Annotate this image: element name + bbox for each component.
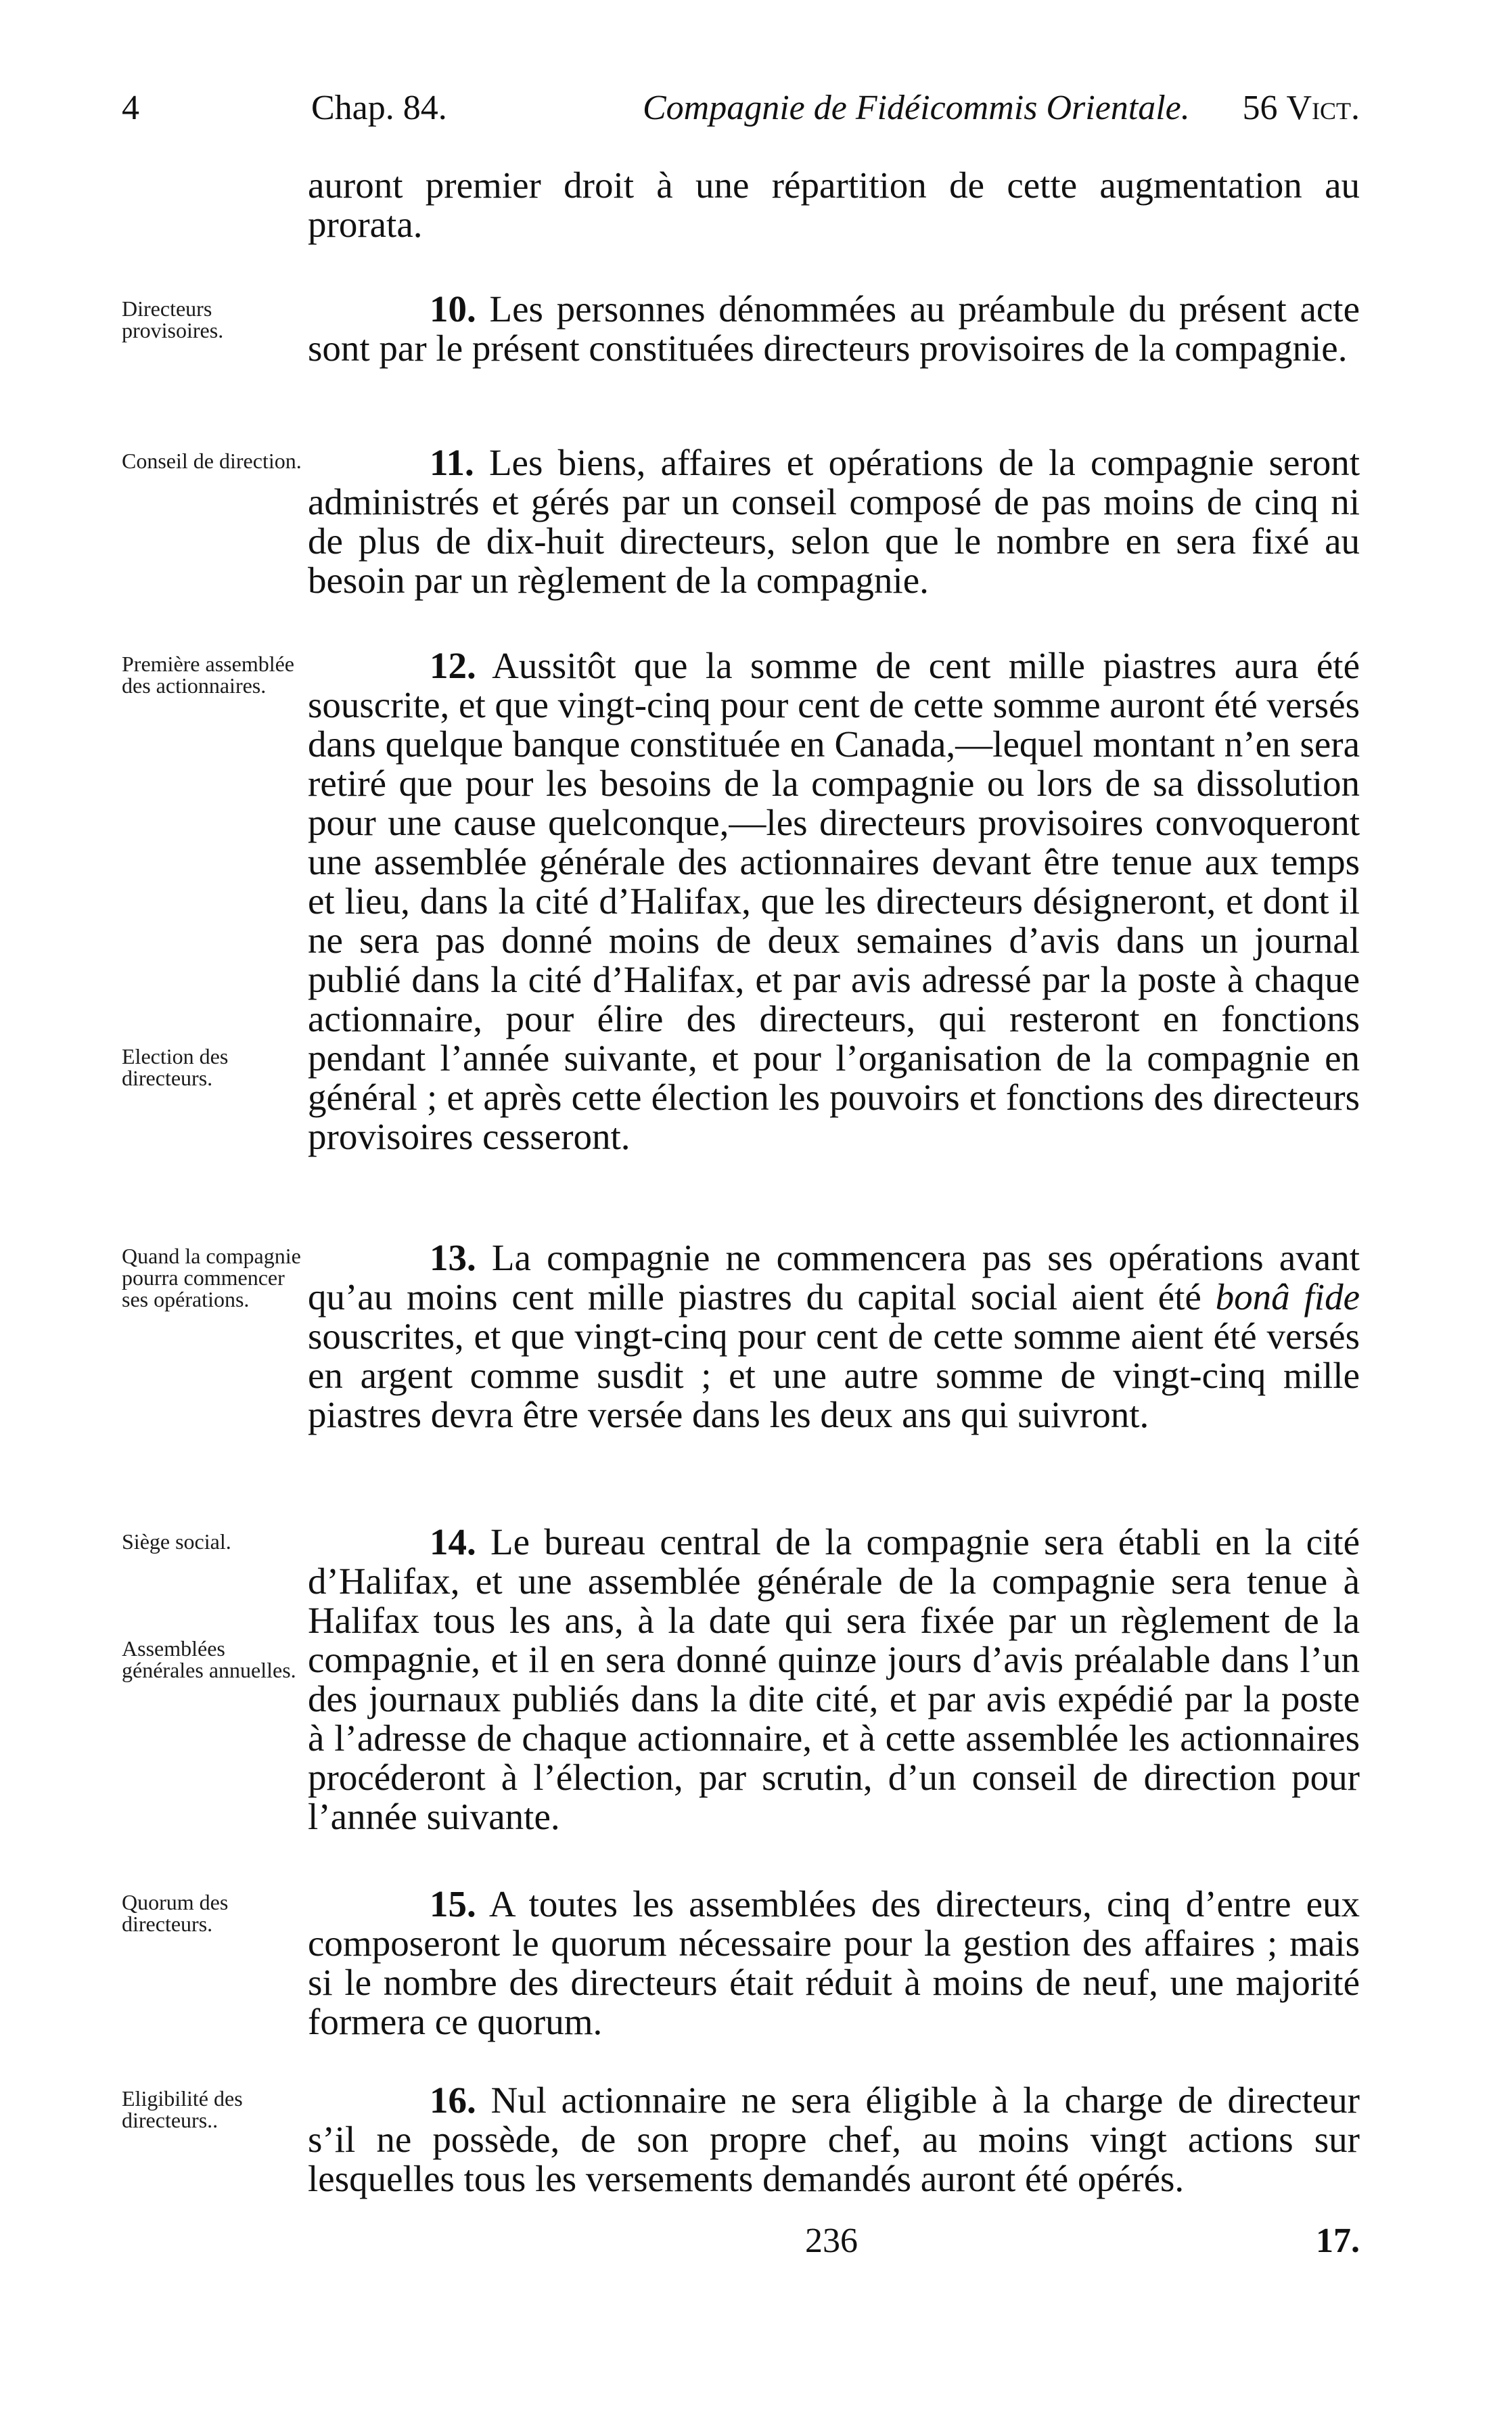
- section-number: 14.: [430, 1521, 476, 1562]
- section-15: [308, 1885, 1360, 2042]
- margin-note-quorum: Quorum des directeurs.: [122, 1890, 229, 1936]
- footer-page-number: 236: [805, 2222, 858, 2260]
- section-11: [308, 443, 1360, 600]
- section-14: [308, 1523, 1360, 1837]
- section-16: [308, 2081, 1360, 2199]
- section-number: 16.: [430, 2079, 476, 2121]
- section-text: A toutes les assemblées des directeurs, cinq d’entre eux composeront le quorum nécessaire pour la gestion des affaires ; mais si le nombre des directeurs était réduit à moins de neuf, une majorité formera ce quorum.: [308, 1883, 1360, 2042]
- header-title: Compagnie de Fidéicommis Orientale.: [643, 89, 1190, 127]
- margin-note-siege-social: Siège social.: [122, 1529, 231, 1554]
- margin-note-election-directeurs: Election des directeurs.: [122, 1044, 229, 1090]
- intro-paragraph: auront premier droit à une répartition de cette augmentation au prorata.: [308, 164, 1360, 245]
- margin-note-conseil-de-direction: Conseil de direction.: [122, 449, 302, 473]
- margin-note-commencer-operations: Quand la compagnie pourra commencer ses opérations.: [122, 1244, 301, 1311]
- section-text: La compagnie ne commencera pas ses opérations avant qu’au moins cent mille piastres du capital social aient été: [308, 1237, 1360, 1318]
- section-number: 12.: [430, 645, 476, 686]
- section-number: 15.: [430, 1883, 476, 1924]
- margin-note-assemblees-annuelles: Assemblées générales annuelles.: [122, 1636, 296, 1682]
- margin-note-eligibilite: Eligibilité des directeurs..: [122, 2086, 243, 2132]
- section-13: [308, 1238, 1360, 1435]
- section-text: souscrites, et que vingt-cinq pour cent de cette somme aient été versés en argent comme susdit ; et une autre somme de vingt-cinq mille piastres devra être versée dans les deux ans qui suivront.: [308, 1315, 1360, 1435]
- header-chapter: Chap. 84.: [311, 89, 447, 127]
- section-10: [308, 290, 1360, 368]
- section-number: 13.: [430, 1237, 476, 1278]
- margin-note-directeurs-provisoires: Directeurs provisoires.: [122, 296, 224, 342]
- section-text: Les personnes dénommées au préambule du présent acte sont par le présent constituées directeurs provisoires de la compagnie.: [308, 288, 1360, 369]
- section-12: [308, 646, 1360, 1156]
- section-number: 10.: [430, 288, 476, 330]
- header-page-number: 4: [122, 89, 139, 127]
- section-text: Nul actionnaire ne sera éligible à la charge de directeur s’il ne possède, de son propre chef, au moins vingt actions sur lesquelles tous les versements demandés auront été opérés.: [308, 2079, 1360, 2199]
- header-year: 56 Vict.: [1242, 89, 1360, 127]
- section-number: 11.: [430, 442, 474, 483]
- section-text-italic: bonâ fide: [1215, 1276, 1360, 1318]
- page-header: [122, 88, 1360, 135]
- section-text: Aussitôt que la somme de cent mille piastres aura été souscrite, et que vingt-cinq pour cent de cette somme auront été versés dans quelque banque constituée en Canada,—lequel montant n’en sera retiré que pour les besoins de la compagnie ou lors de sa dissolution pour une cause quelconque,—les directeurs provisoires convoqueront une assemblée générale des actionnaires devant être tenue aux temps et lieu, dans la cité d’Halifax, que les directeurs désigneront, et dont il ne sera pas donné moins de deux semaines d’avis dans un journal publié dans la cité d’Halifax, et par avis adressé par la poste à chaque actionnaire, pour élire des directeurs, qui resteront en fonctions pendant l’année suivante, et pour l’organisation de la compagnie en général ; et après cette élection les pouvoirs et fonctions des directeurs provisoires cesseront.: [308, 645, 1360, 1157]
- section-text: Le bureau central de la compagnie sera établi en la cité d’Halifax, et une assemblée générale de la compagnie sera tenue à Halifax tous les ans, à la date qui sera fixée par un règlement de la compagnie, et il en sera donné quinze jours d’avis préalable dans l’un des journaux publiés dans la dite cité, et par avis expédié par la poste à l’adresse de chaque actionnaire, et à cette assemblée les actionnaires procéderont à l’élection, par scrutin, d’un conseil de direction pour l’année suivante.: [308, 1521, 1360, 1837]
- margin-note-premiere-assemblee: Première assemblée des actionnaires.: [122, 652, 294, 698]
- section-text: Les biens, affaires et opérations de la compagnie seront administrés et gérés par un conseil composé de pas moins de cinq ni de plus de dix-huit directeurs, selon que le nombre en sera fixé au besoin par un règlement de la compagnie.: [308, 442, 1360, 601]
- footer-catchword: 17.: [1316, 2222, 1360, 2260]
